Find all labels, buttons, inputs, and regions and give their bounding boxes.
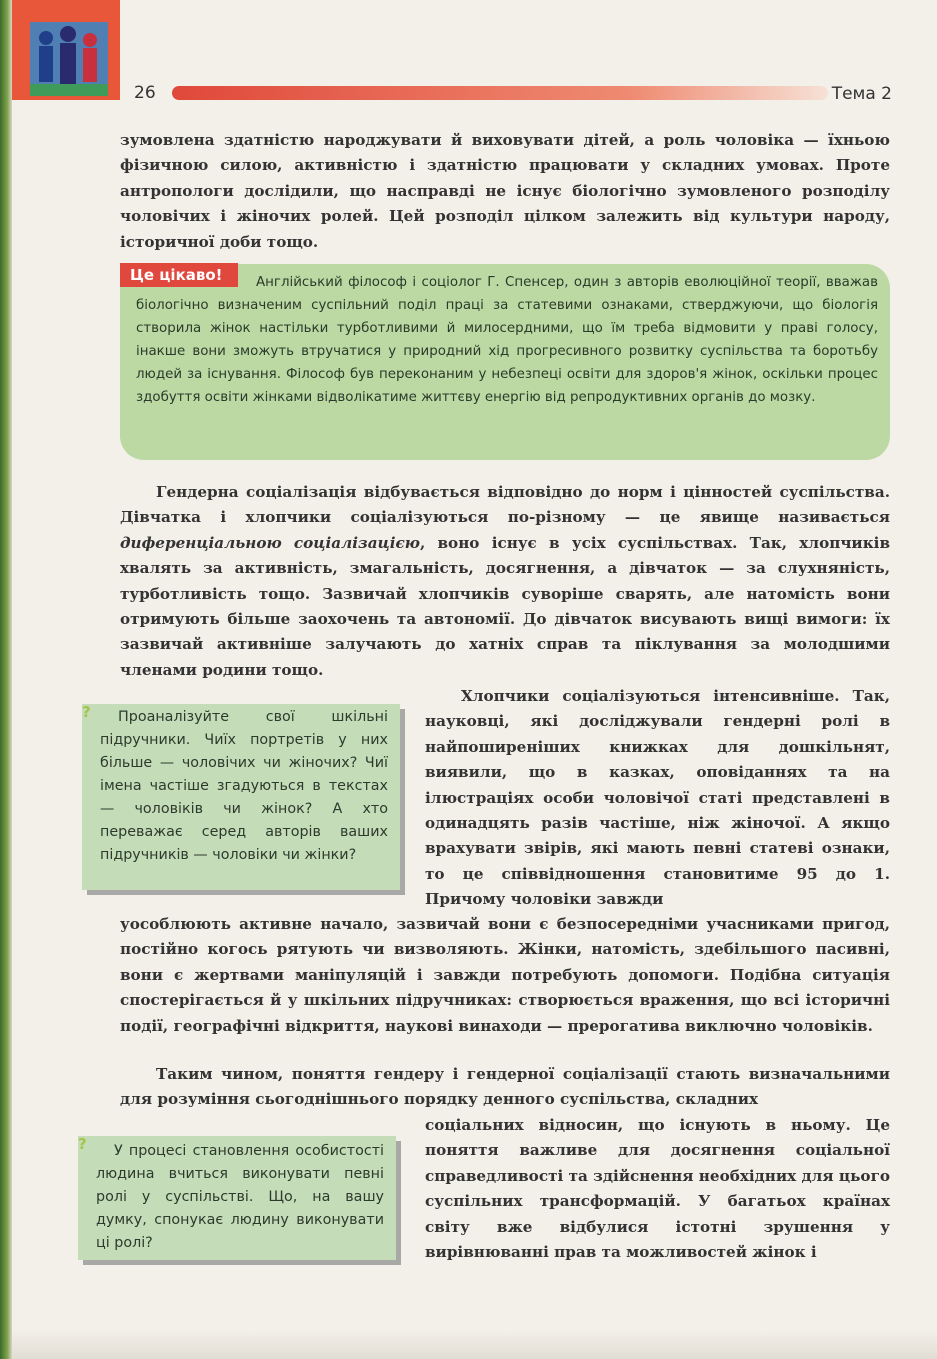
question-mark-icon: ? [82, 703, 91, 721]
fact-box-text: Англійський філософ і соціолог Г. Спенсер, один з авторів еволюційної теорії, вважав біологічно визначеним суспільний поділ праці за статевими ознаками, стверджуючи, що біологія створила жінок настільки турботливими й милосердними, що їм треба відмовити у праві голосу, інакше вони зможуть втручатися у природний хід прогресивного розвитку суспільства та боротьбу людей за існування. Філософ був переконаним у небезпеці освіти для здоров'я жінок, оскільки процес здобуття освіти жінками відволікатиме життєву енергію від репродуктивних органів до мозку. [136, 275, 878, 405]
page-number: 26 [134, 83, 156, 103]
fact-box-label: Це цікаво! [120, 263, 238, 287]
question-2-text: У процесі становлення особистості людина вчиться виконувати певні ролі у суспільстві. Що, на вашу думку, спонукає людину виконувати ці ролі? [96, 1143, 384, 1251]
page-bottom-shadow [12, 1330, 937, 1359]
question-1-text: Проаналізуйте свої шкільні підручники. Чиїх портретів у них більше — чоловічих чи жіночих? Чиї імена частіше згадуються в текстах — чоловіків чи жінок? А хто переважає серед авторів ваших підручників — чоловіки чи жінки? [100, 709, 388, 863]
paragraph-2-start: Гендерна соціалізація відбувається відповідно до норм і цінностей суспільства. Дівчатка і хлопчики соціалізуються по-різному — це явище називається [120, 483, 890, 527]
question-mark-icon-2: ? [78, 1135, 87, 1153]
paragraph-2 [120, 480, 890, 683]
book-binding [0, 0, 12, 1359]
term-differential-socialization: диференціальною соціалізацією [120, 533, 420, 552]
header-bar [172, 86, 828, 100]
paragraph-3: Хлопчики соціалізуються інтенсивніше. Так, науковці, які досліджували гендерні ролі в найпоширеніших книжках для дошкільнят, виявили, що в казках, оповіданнях та на ілюстраціях особи чоловічої статі представлені в одинадцять разів частіше, ніж жіночої. А якщо врахувати звірів, які мають певні статеві ознаки, то це співвідношення становитиме 95 до 1. Причому чоловіки завжди [425, 687, 890, 909]
topic-label: Тема 2 [831, 84, 892, 104]
paragraph-6: соціальних відносин, що існують в ньому. Це поняття важливе для досягнення соціальної справедливості та здійснення необхідних для цього суспільних трансформацій. У багатьох країнах світу вже відбулися істотні зрушення у вирівнюванні прав та можливостей жінок і [425, 1116, 890, 1262]
people-illustration-icon [30, 22, 108, 96]
paragraph-5: Таким чином, поняття гендеру і гендерної соціалізації стають визначальними для розуміння сьогоднішнього порядку денного суспільства, складних [120, 1065, 890, 1109]
paragraph-4: уособлюють активне начало, зазвичай вони є безпосередніми учасниками пригод, постійно когось рятують чи визволяють. Жінки, натомість, здебільшого пасивні, вони є жертвами маніпуляцій і завжди потребують допомоги. Подібна ситуація спостерігається й у шкільних підручниках: створюється враження, що всі історичні події, географічні відкриття, наукові винаходи — прерогатива виключно чоловіків. [120, 915, 890, 1035]
paragraph-2-end: , воно існує в усіх суспільствах. Так, хлопчиків хвалять за активність, змагальність, досягнення, а дівчаток — за слухняність, турботливість тощо. Зазвичай хлопчиків суворіше сварять, але натомість вони отримують більше заохочень та автономії. До дівчаток висувають вищі вимоги: їх зазвичай активніше залучають до хатніх справ та піклування за молодшими членами родини тощо. [120, 533, 890, 679]
paragraph-1: зумовлена здатністю народжувати й виховувати дітей, а роль чоловіка — їхньою фізичною силою, активністю і здатністю працювати у складних умовах. Проте антропологи дослідили, що насправді не існує біологічно зумовленого розподілу чоловічих і жіночих ролей. Цей розподіл цілком залежить від культури народу, історичної доби тощо. [120, 131, 890, 251]
